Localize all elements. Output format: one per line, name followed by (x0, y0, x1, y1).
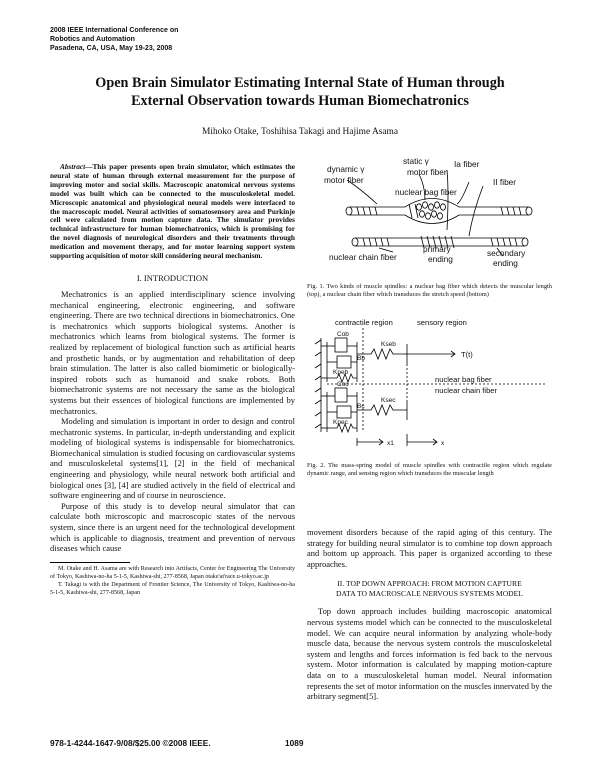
fig1-label-ii-fiber: II fiber (493, 177, 517, 187)
footer-isbn: 978-1-4244-1647-9/08/$25.00 ©2008 IEEE. (50, 738, 211, 748)
fig2-label-contractile-region: contractile region (335, 318, 393, 327)
figure-1-muscle-spindle (307, 152, 552, 282)
fig2-label-kseb: Kseb (381, 341, 396, 348)
footnote-2: T. Takagi is with the Department of Frontier Science, The University of Tokyo, Kashiwa-no-ha 5-1-5, Kashiwa-shi, 277-8568, Japan (50, 581, 295, 596)
fig1-label-static-gamma: static γ (403, 156, 429, 166)
fig1-label-ending-secondary: ending (493, 258, 518, 268)
fig2-label-bc: Bc (357, 403, 365, 410)
fig2-label-kpec: Kpec (333, 419, 348, 426)
abstract-dash: — (85, 162, 93, 171)
fig1-label-ending-primary: ending (428, 254, 453, 264)
conference-line-3: Pasadena, CA, USA, May 19-23, 2008 (50, 45, 173, 52)
fig1-label-secondary: secondary (487, 248, 526, 258)
abstract-label: Abstract (60, 162, 86, 171)
footnote-rule (50, 562, 130, 563)
figure-2-caption: Fig. 2. The mass-spring model of muscle spindles with contractile region which regulate dynamic range, and sensing region which transduces the muscular length (307, 462, 552, 477)
fig1-label-nuclear-chain-fiber: nuclear chain fiber (329, 252, 397, 262)
abstract (50, 163, 295, 261)
fig2-label-bb: Bb (357, 355, 365, 362)
right-column-text (307, 527, 552, 702)
footer-page-number: 1089 (285, 738, 304, 748)
fig1-label-motor-fiber-left: motor fiber (324, 175, 364, 185)
fig2-label-x: x (441, 440, 445, 447)
conference-header (50, 26, 178, 53)
right-paragraph-1: movement disorders because of the rapid aging of this century. The strategy for building neural simulator is to combine top down approach and bottom up approach. This paper is organized according to these approaches. (307, 527, 552, 569)
intro-paragraph-2: Modeling and simulation is important in order to design and control mechatronic systems. In particular, in-depth understanding and explicit modeling of biological systems is indispensable for biomechatronics. Biomechanical simulation is studied focusing on cardiovascular systems and musculoskeletal systems[1], [2] in the field of mechanical engineering and physiology, while neural network both artificial and biological ones [3], [4] are studied actively in the field of electrical and software engineering and of course in neuroscience. (50, 416, 295, 501)
fig2-label-tt: T(t) (461, 350, 473, 359)
paper-title (40, 74, 560, 110)
fig1-label-ia-fiber: Ia fiber (454, 159, 480, 169)
conference-line-1: 2008 IEEE International Conference on (50, 27, 179, 34)
fig2-label-cob: Cob (337, 331, 349, 338)
fig2-label-nuclear-chain-fiber: nuclear chain fiber (435, 386, 498, 395)
fig2-label-sensory-region: sensory region (417, 318, 467, 327)
section-2-heading-line-1: II. TOP DOWN APPROACH: FROM MOTION CAPTURE (337, 579, 522, 589)
footnote-1: M. Otake and H. Asama are with Research into Artifacts, Center for Engineering The University of Tokyo, Kashiwa-no-ha 5-1-5, Kashiwa-shi, 277-8568, Japan otake'at'race.u-tokyo.ac.jp (50, 565, 295, 580)
section-2-heading (307, 579, 552, 599)
title-line-1: Open Brain Simulator Estimating Internal State of Human through (95, 75, 505, 91)
section-2-heading-line-2: DATA TO MACROSCALE NERVOUS SYSTEMS MODEL (336, 589, 523, 599)
fig2-label-nuclear-bag-fiber: nuclear bag fiber (435, 375, 492, 384)
abstract-text: This paper presents open brain simulator, which estimates the neural state of human through external measurement for the purpose of improving motor and social skills. Macroscopic anatomical nervous systems model was built which can be connected to the musculoskeletal model. Microscopic anatomical and physiological neural models were interfaced to the macroscopic model. Neural activities of somatosensory area and Purkinje cell were calculated from motion capture data. The simulator provides technical infrastructure for human biomechatronics, which is promising for the novel diagnosis of neurological disorders and their treatments through medication and movement therapy, and for motor learning support system supporting acquisition of motor skill considering neural mechanism. (50, 162, 295, 261)
right-paragraph-2: Top down approach includes building macroscopic anatomical nervous systems model which can be connected to the musculoskeletal model. We can acquire neural information by analyzing whole-body muscle data, because the nervous system controls the musculoskeletal system and lengths and forces information is fed back to the nervous system. Motor information is calculated by mapping motion-capture data on to a musculoskeletal human model. Neural information represents the set of motor information on the muscles innervated by the arbitrary segment[5]. (307, 606, 552, 702)
title-line-2: External Observation towards Human Biomechatronics (131, 93, 469, 109)
fig2-label-coc: Coc (337, 381, 349, 388)
fig1-label-motor-fiber-mid: motor fiber (407, 167, 447, 177)
fig1-label-nuclear-bag-fiber: nuclear bag fiber (395, 187, 457, 197)
fig2-label-ksec: Ksec (381, 397, 396, 404)
fig1-label-dynamic-gamma: dynamic γ (327, 164, 365, 174)
fig2-label-x1: x1 (387, 440, 394, 447)
fig1-label-primary: primary (423, 244, 451, 254)
intro-paragraph-3: Purpose of this study is to develop neural simulator that can calculate both microscopic and macroscopic states of the nervous system, since there is an urgent need for the technological development which is applicable to diagnosis, treatment and prevention of nervous diseases which cause (50, 500, 295, 554)
intro-paragraph-1: Mechatronics is an applied interdisciplinary science involving mechanical engineering, electronic engineering, and software engineering. There are two technical directions in biomechatronics. One is mechatronics which supports biological systems. Another is mechatronics which learns from biological systems. The former is realized by replacement of biological function such as artificial hearts and prosthetic hands, or by augmentation and rehabilitation of deep brain stimulation. The latter is also called biomimetic or biologically-inspired robots such as humanoid and snake robots. Both biomechatronic systems are not necessary the same as the biological systems but their essences of biological functions are implemented by mechatronics. (50, 288, 295, 416)
figure-1-caption: Fig. 1. Two kinds of muscle spindles: a nuclear bag fiber which detects the muscular length (top), a nuclear chain fiber which transduces the stretch speed (bottom) (307, 283, 552, 298)
authors: Mihoko Otake, Toshihisa Takagi and Hajime Asama (202, 127, 398, 137)
figure-2-mass-spring-model (307, 316, 552, 454)
left-column (50, 163, 295, 597)
fig2-label-kpeb: Kpeb (333, 369, 349, 376)
conference-line-2: Robotics and Automation (50, 36, 135, 43)
section-1-heading: I. INTRODUCTION (136, 272, 209, 283)
